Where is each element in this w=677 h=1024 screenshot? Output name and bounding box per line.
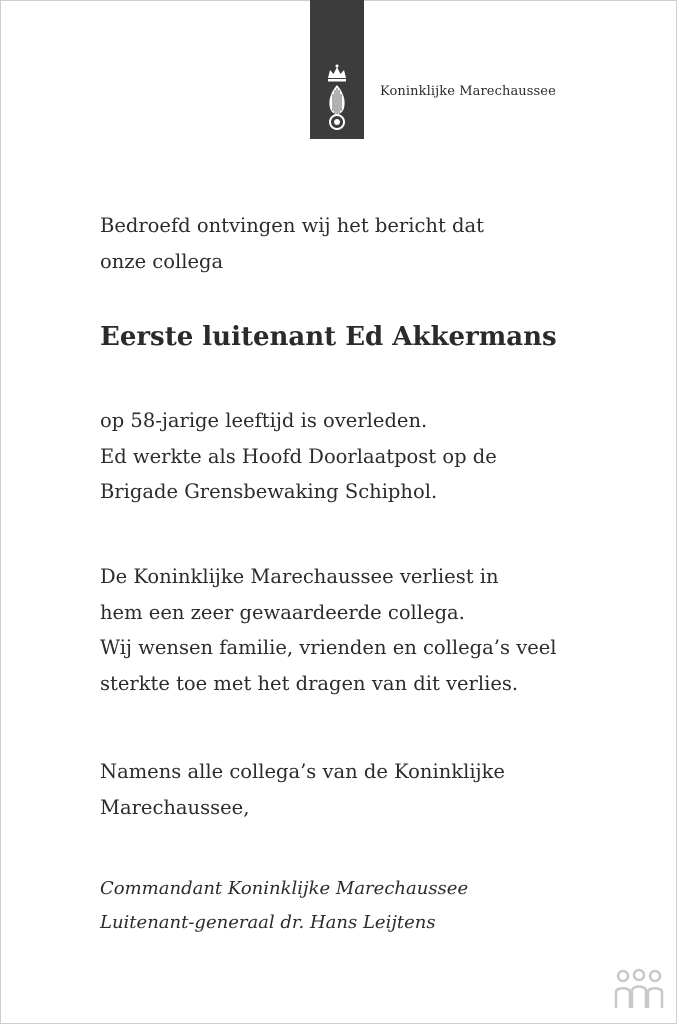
people-group-icon	[613, 968, 665, 1010]
organization-name: Koninklijke Marechaussee	[380, 84, 556, 99]
watermark	[613, 968, 665, 1014]
intro-paragraph	[100, 208, 484, 279]
grenade-crown-emblem-icon	[324, 64, 350, 132]
details-line: Brigade Grensbewaking Schiphol.	[100, 480, 438, 503]
closing-line: Marechaussee,	[100, 795, 250, 819]
intro-line: Bedroefd ontvingen wij het bericht dat	[100, 214, 484, 237]
tribute-paragraph	[100, 559, 557, 701]
tribute-line: De Koninklijke Marechaussee verliest in	[100, 565, 499, 588]
details-paragraph	[100, 403, 497, 510]
tribute-line: sterkte toe met het dragen van dit verlies.	[100, 671, 519, 695]
logo-bar	[310, 0, 364, 139]
signature-line: Commandant Koninklijke Marechaussee	[100, 878, 469, 899]
deceased-name: Eerste luitenant Ed Akkermans	[100, 322, 557, 352]
details-line: op 58-jarige leeftijd is overleden.	[100, 409, 428, 432]
signature-line: Luitenant-generaal dr. Hans Leijtens	[100, 912, 436, 933]
closing-line: Namens alle collega’s van de Koninklijke	[100, 760, 505, 783]
signature-block	[100, 872, 468, 940]
intro-line: onze collega	[100, 249, 224, 273]
details-line: Ed werkte als Hoofd Doorlaatpost op de	[100, 444, 497, 468]
closing-paragraph	[100, 754, 505, 825]
tribute-line: Wij wensen familie, vrienden en collega’s veel	[100, 636, 557, 659]
tribute-line: hem een zeer gewaardeerde collega.	[100, 600, 465, 624]
